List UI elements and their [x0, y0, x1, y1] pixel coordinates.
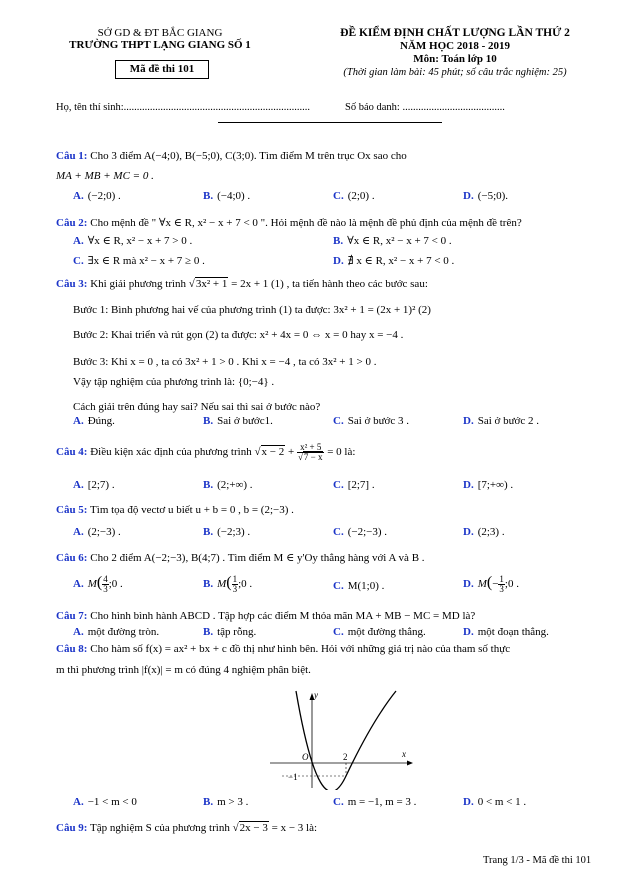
- option-c[interactable]: [333, 796, 416, 808]
- option-d[interactable]: [463, 479, 513, 491]
- option-letter: D.: [463, 578, 474, 590]
- minus-sign: −: [492, 578, 499, 590]
- question-4: Câu 4: Điều kiện xác định của phương trình √x − 2 + $\frac{\text{x² + 5}}{√7 - x}$ = 0 là:: [56, 442, 356, 462]
- option-c[interactable]: [333, 479, 375, 491]
- question-number: Câu 3:: [56, 278, 88, 290]
- question-number: Câu 6:: [56, 552, 88, 564]
- point-name: M: [87, 578, 97, 590]
- option-a[interactable]: [73, 526, 121, 538]
- paren-open: (: [226, 574, 232, 591]
- paren-open: (: [486, 574, 493, 591]
- option-text: m > 3 .: [217, 796, 249, 808]
- question-prompt: Cách giải trên đúng hay sai? Nếu sai thì sai ở bước nào?: [73, 401, 321, 413]
- school-year: NĂM HỌC 2018 - 2019: [400, 40, 510, 52]
- option-letter: B.: [203, 479, 214, 491]
- option-letter: A.: [73, 578, 84, 590]
- option-text: ∃x ∈ R mà x² − x + 7 ≥ 0 .: [87, 255, 205, 267]
- conclusion: Vậy tập nghiệm của phương trình là: {0;−4} .: [73, 376, 275, 388]
- option-b[interactable]: [203, 574, 252, 594]
- option-letter: A.: [73, 190, 84, 202]
- option-text: [7;+∞) .: [477, 479, 514, 491]
- option-letter: C.: [333, 190, 344, 202]
- option-letter: A.: [73, 415, 84, 427]
- question-text: Cho 3 điểm A(−4;0), B(−5;0), C(3;0). Tìm điểm M trên trục Ox sao cho: [90, 150, 407, 162]
- option-b[interactable]: [203, 415, 273, 427]
- option-letter: B.: [203, 415, 214, 427]
- fraction-numerator: 1: [499, 573, 504, 584]
- option-a[interactable]: [73, 190, 121, 202]
- question-text: Cho hình bình hành ABCD . Tập hợp các điểm M thỏa mãn MA + MB − MC = MD là?: [90, 610, 476, 622]
- question-5: [56, 504, 576, 518]
- option-letter: D.: [463, 526, 474, 538]
- question-number: Câu 9:: [56, 822, 88, 834]
- exam-code-box: Mã đề thi 101: [115, 60, 209, 79]
- point-name: M: [217, 578, 227, 590]
- question-number: Câu 5:: [56, 504, 88, 516]
- x-tick-label: 2: [343, 752, 348, 762]
- option-text: Đúng.: [87, 415, 115, 427]
- question-text: Tập nghiệm S của phương trình: [90, 822, 230, 834]
- sqrt-expression: 3x² + 1: [195, 278, 228, 290]
- option-d[interactable]: [463, 415, 539, 427]
- option-b[interactable]: [203, 190, 250, 202]
- option-letter: D.: [463, 415, 474, 427]
- option-text: Sai ở bước1.: [217, 415, 273, 427]
- fraction-numerator: 4: [103, 573, 108, 584]
- option-text: ∀x ∈ R, x² − x + 7 > 0 .: [87, 235, 193, 247]
- option-letter: C.: [333, 796, 344, 808]
- option-text: m = −1, m = 3 .: [347, 796, 417, 808]
- option-b[interactable]: [203, 479, 253, 491]
- option-c[interactable]: [333, 415, 409, 427]
- option-letter: D.: [463, 626, 474, 638]
- option-letter: D.: [463, 190, 474, 202]
- parabola-graph: [262, 688, 422, 790]
- question-text-tail: = 0 là:: [327, 446, 356, 459]
- fraction-numerator: 1: [232, 573, 238, 584]
- question-number: Câu 2:: [56, 217, 88, 229]
- fraction-denominator: √7 − x: [297, 452, 323, 462]
- option-a[interactable]: [73, 415, 115, 427]
- sqrt-expression: x − 2: [261, 446, 285, 459]
- option-text: [2;7] .: [347, 479, 375, 491]
- option-d[interactable]: [463, 626, 549, 638]
- step-2: Bước 2: Khai triển và rút gọn (2) ta được: x² + 4x = 0 ⇔ x = 0 hay x = −4 .: [73, 329, 404, 341]
- question-1: [56, 150, 576, 164]
- option-letter: A.: [73, 235, 84, 247]
- option-text: (2;+∞) .: [217, 479, 253, 491]
- question-number: Câu 7:: [56, 610, 88, 622]
- option-letter: C.: [333, 479, 344, 491]
- department-name: SỞ GD & ĐT BẮC GIANG: [97, 27, 223, 39]
- origin-label: O: [302, 752, 309, 762]
- option-d[interactable]: [463, 796, 526, 808]
- question-2: [56, 216, 576, 230]
- option-text: Sai ở bước 3 .: [347, 415, 409, 427]
- question-3: Câu 3: Khi giải phương trình √3x² + 1 = 2x + 1 (1) , ta tiến hành theo các bước sau:: [56, 278, 428, 290]
- fraction-denominator: 3: [103, 583, 108, 594]
- question-number: Câu 1:: [56, 150, 88, 162]
- option-d[interactable]: [463, 526, 505, 538]
- student-name-field: Họ, tên thí sinh:.......................................................................: [56, 102, 311, 113]
- option-letter: A.: [73, 526, 84, 538]
- option-letter: C.: [333, 580, 344, 592]
- option-text: một đoạn thẳng.: [477, 626, 549, 638]
- question-text: Cho 2 điểm A(−2;−3), B(4;7) . Tìm điểm M ∈ y'Oy thẳng hàng với A và B .: [90, 552, 425, 564]
- option-b[interactable]: [203, 526, 250, 538]
- option-text: (−2;3) .: [217, 526, 251, 538]
- option-text: tập rỗng.: [217, 626, 257, 638]
- option-text: [2;7) .: [87, 479, 115, 491]
- question-text-tail: = x − 3 là:: [271, 822, 318, 834]
- option-a[interactable]: [73, 574, 123, 594]
- option-letter: B.: [203, 796, 214, 808]
- header-divider: [218, 122, 442, 123]
- y-tick-label: −1: [288, 772, 298, 782]
- option-letter: C.: [333, 526, 344, 538]
- question-1-line2: MA + MB + MC = 0 .: [56, 170, 154, 182]
- option-c[interactable]: [333, 626, 426, 638]
- option-text: (−2;0) .: [87, 190, 121, 202]
- question-9: Câu 9: Tập nghiệm S của phương trình √2x − 3 = x − 3 là:: [56, 822, 318, 834]
- page-footer: Trang 1/3 - Mã đề thi 101: [483, 855, 592, 866]
- x-axis-arrow: [407, 761, 413, 766]
- option-text: ;0 .: [238, 578, 253, 590]
- question-7: [56, 610, 576, 624]
- option-text: ;0 .: [504, 578, 519, 590]
- option-text: (−4;0) .: [217, 190, 251, 202]
- question-text: Cho hàm số f(x) = ax² + bx + c đồ thị như hình bên. Hỏi với những giá trị nào của tham số thực: [90, 643, 511, 655]
- option-text: một đường thẳng.: [347, 626, 426, 638]
- option-letter: B.: [203, 190, 214, 202]
- option-text: Sai ở bước 2 .: [477, 415, 539, 427]
- question-text: Cho mệnh đề " ∀x ∈ R, x² − x + 7 < 0 ". Hỏi mệnh đề nào là mệnh đề phủ định của mệnh đề trên?: [90, 217, 522, 229]
- option-b[interactable]: [203, 796, 248, 808]
- option-text: (−5;0).: [477, 190, 509, 202]
- question-text-tail: = 2x + 1 (1) , ta tiến hành theo các bước sau:: [231, 278, 428, 290]
- option-text: ∀x ∈ R, x² − x + 7 < 0 .: [347, 235, 452, 247]
- option-letter: A.: [73, 479, 84, 491]
- option-c[interactable]: [333, 190, 375, 202]
- option-c[interactable]: [333, 526, 387, 538]
- fraction-numerator: x² + 5: [297, 443, 325, 453]
- option-d[interactable]: [333, 254, 454, 267]
- option-d[interactable]: [463, 574, 519, 594]
- option-letter: C.: [333, 415, 344, 427]
- exam-title: ĐỀ KIỂM ĐỊNH CHẤT LƯỢNG LẦN THỨ 2: [340, 27, 570, 39]
- question-text: Khi giải phương trình: [90, 278, 187, 290]
- option-text: 0 < m < 1 .: [477, 796, 527, 808]
- option-text: M(1;0) .: [347, 580, 385, 592]
- option-b[interactable]: [203, 626, 256, 638]
- option-letter: D.: [463, 479, 474, 491]
- option-text: (−2;−3) .: [347, 526, 387, 538]
- option-a[interactable]: [73, 234, 192, 247]
- option-letter: B.: [203, 526, 214, 538]
- question-8: [56, 643, 576, 657]
- question-number: Câu 4:: [56, 446, 88, 459]
- option-a[interactable]: [73, 626, 159, 638]
- school-name: TRƯỜNG THPT LẠNG GIANG SỐ 1: [69, 39, 251, 51]
- x-axis-label: x: [402, 749, 406, 759]
- option-letter: C.: [333, 626, 344, 638]
- option-text: ∄ x ∈ R, x² − x + 7 < 0 .: [347, 255, 455, 267]
- option-text: (2;3) .: [477, 526, 505, 538]
- y-axis-label: y: [314, 690, 318, 700]
- option-text: (2;0) .: [347, 190, 375, 202]
- time-note: (Thời gian làm bài: 45 phút; số câu trắc nghiệm: 25): [343, 67, 567, 78]
- option-c[interactable]: [73, 254, 205, 267]
- sqrt-expression: 2x − 3: [239, 822, 268, 834]
- option-text: (2;−3) .: [87, 526, 121, 538]
- option-letter: B.: [203, 578, 214, 590]
- sqrt-expression: 7 − x: [303, 452, 323, 462]
- question-text: Điều kiện xác định của phương trình: [90, 446, 252, 459]
- question-number: Câu 8:: [56, 643, 88, 655]
- question-text: Tìm tọa độ vectơ u biết u + b = 0 , b = (2;−3) .: [90, 504, 294, 516]
- option-d[interactable]: [463, 190, 508, 202]
- option-text: −1 < m < 0: [87, 796, 137, 808]
- option-text: ;0 .: [108, 578, 123, 590]
- step-3: Bước 3: Khi x = 0 , ta có 3x² + 1 > 0 . Khi x = −4 , ta có 3x² + 1 > 0 .: [73, 356, 377, 368]
- paren-open: (: [96, 574, 103, 591]
- option-letter: C.: [73, 255, 84, 267]
- option-letter: D.: [333, 255, 344, 267]
- option-letter: D.: [463, 796, 474, 808]
- fraction: [297, 443, 325, 462]
- option-a[interactable]: [73, 796, 137, 808]
- option-letter: A.: [73, 626, 84, 638]
- option-text: một đường tròn.: [87, 626, 160, 638]
- option-b[interactable]: [333, 234, 452, 247]
- question-8-line2: m thì phương trình |f(x)| = m có đúng 4 nghiệm phân biệt.: [56, 664, 311, 676]
- fraction-denominator: 3: [499, 583, 504, 594]
- option-letter: B.: [203, 626, 214, 638]
- step-1: Bước 1: Bình phương hai vế của phương trình (1) ta được: 3x² + 1 = (2x + 1)² (2): [73, 304, 431, 316]
- plus-sign: +: [287, 446, 295, 459]
- option-letter: A.: [73, 796, 84, 808]
- student-id-field: Số báo danh: .......................................: [345, 102, 505, 113]
- option-c[interactable]: [333, 580, 384, 592]
- subject: Môn: Toán lớp 10: [413, 53, 497, 65]
- question-6: [56, 551, 576, 565]
- parabola-curve: [296, 691, 396, 790]
- point-name: M: [477, 578, 487, 590]
- option-letter: B.: [333, 235, 344, 247]
- fraction-denominator: 3: [232, 583, 238, 594]
- option-a[interactable]: [73, 479, 115, 491]
